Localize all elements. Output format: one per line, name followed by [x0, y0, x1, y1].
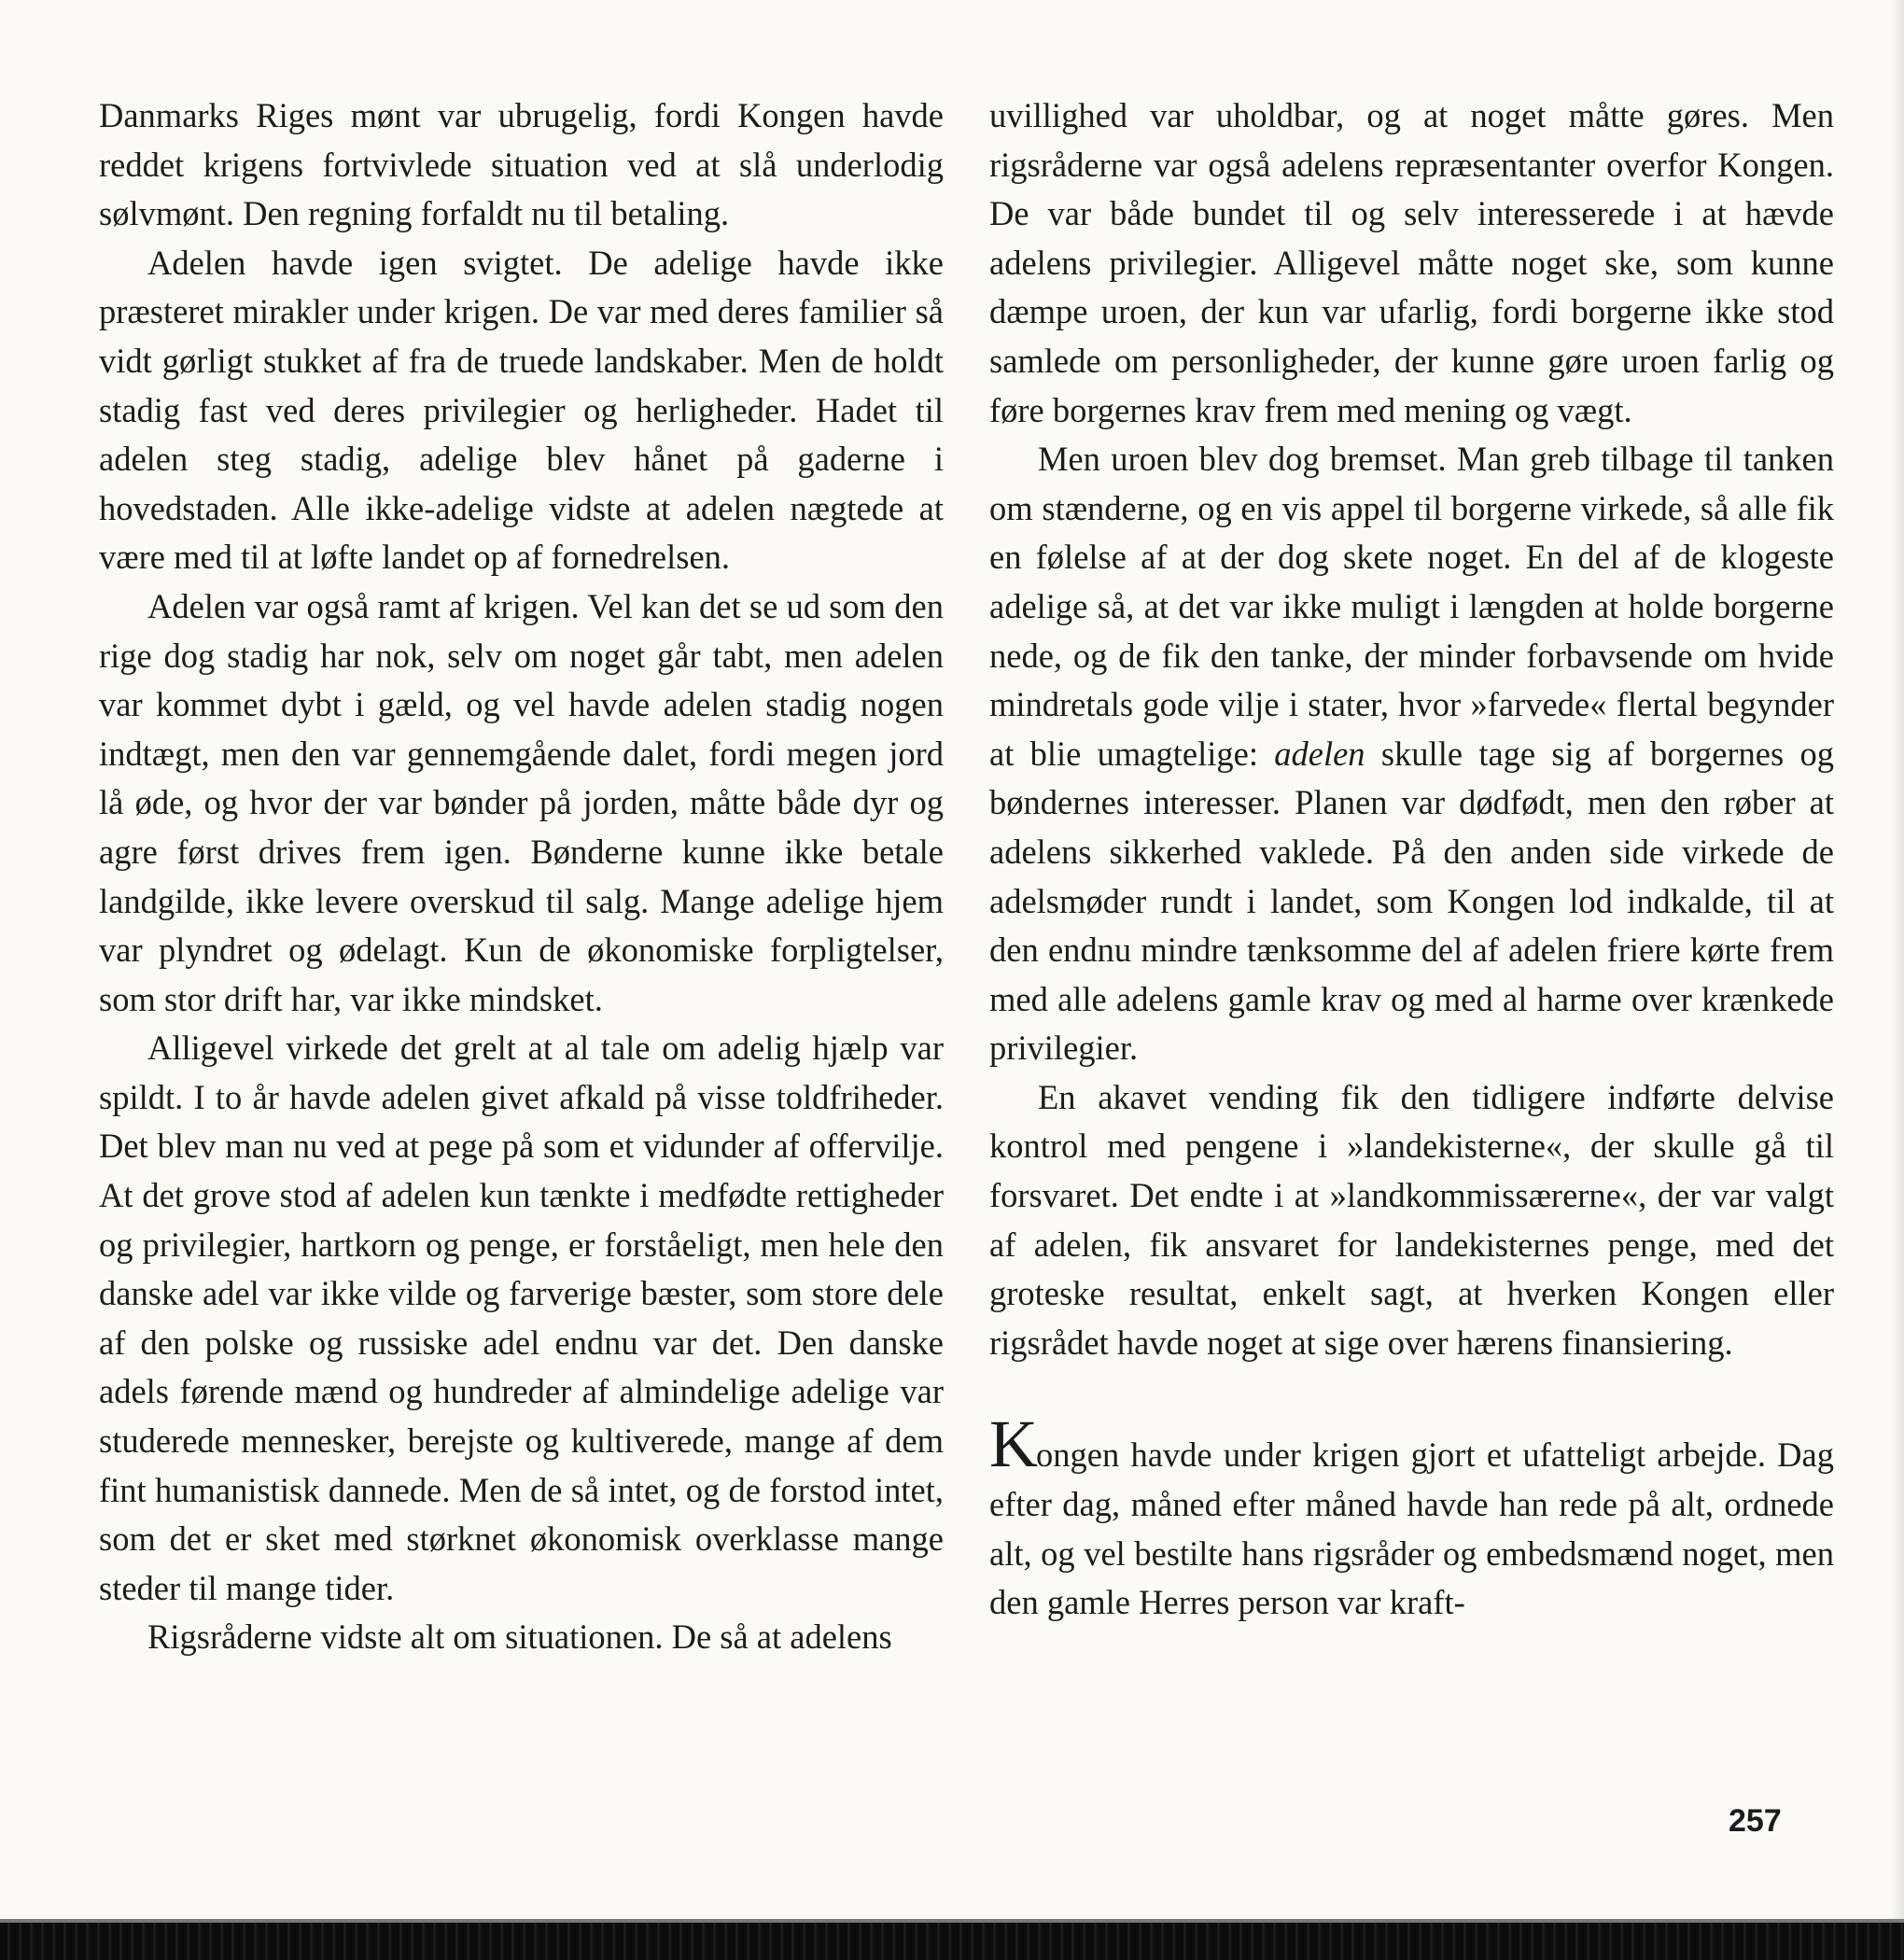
paragraph-text: Men uroen blev dog bremset. Man greb tilbage til tanken om stænderne, og en vis appel til borgerne virkede, så alle fik en følelse af at der dog skete noget. En del af de klogeste adelige så, at det var ikke muligt i længden at holde borgerne nede, og de fik den tanke, der minder forbavsende om hvide mindretals gode vilje i stater, hvor »farvede« flertal begynder at blie umagtelige: — [989, 440, 1834, 773]
paragraph: En akavet vending fik den tidligere indførte delvise kontrol med pengene i »landekisterne«, der skulle gå til forsvaret. Det endte i at »landkommissærerne«, der var valgt af adelen, fik ansvaret for landekisternes penge, med det groteske resultat, enkelt sagt, at hverken Kongen eller rigsrådet havde noget at sige over hærens finansiering. — [989, 1077, 1834, 1362]
page-edge-shadow — [1891, 0, 1904, 1923]
italic-word: adelen — [1274, 734, 1365, 773]
paragraph: uvillighed var uholdbar, og at noget måtte gøres. Men rigsråderne var også adelens repræsentanter overfor Kongen. De var både bundet til og selv interesserede i at hævde adelens privilegier. Alligevel måtte noget ske, som kunne dæmpe uroen, der kun var ufarlig, fordi borgerne ikke stod samlede om personligheder, der kunne gøre uroen farlig og føre borgernes krav frem med mening og vægt. — [989, 96, 1834, 429]
paragraph-text: skulle tage sig af borgernes og bøndernes interesser. Planen var dødfødt, men den røber at adelens sikkerhed vaklede. På den anden side virkede de adelsmøder rundt i landet, som Kongen lod indkalde, til at den endnu mindre tænksomme del af adelen friere kørte frem med alle adelens gamle krav og med al harme over krænkede privilegier. — [989, 734, 1834, 1068]
drop-cap: K — [989, 1407, 1036, 1482]
paragraph — [989, 435, 1834, 1073]
page-number: 257 — [1729, 1803, 1782, 1839]
scanner-bottom-band — [0, 1923, 1904, 1960]
left-text-column — [99, 91, 944, 1662]
right-text-column — [989, 91, 1834, 1628]
paragraph: Adelen havde igen svigtet. De adelige havde ikke præsteret mirakler under krigen. De var med deres familier så vidt gørligt stukket af fra de truede landskaber. Men de holdt stadig fast ved deres privilegier og herligheder. Hadet til adelen steg stadig, adelige blev hånet på gaderne i hovedstaden. Alle ikke-adelige vidste at adelen nægtede at være med til at løfte landet op af fornedrelsen. — [99, 243, 944, 577]
paragraph-text: ongen havde under krigen gjort et ufatteligt arbejde. Dag efter dag, måned efter måned havde han rede på alt, ordnede alt, og vel bestilte hans rigsråder og embedsmænd noget, men den gamle Herres person var kraft- — [989, 1435, 1834, 1622]
section-paragraph — [989, 1407, 1834, 1627]
paragraph: Rigsråderne vidste alt om situationen. De så at adelens — [147, 1617, 892, 1657]
paragraph: Adelen var også ramt af krigen. Vel kan det se ud som den rige dog stadig har nok, selv om noget går tabt, men adelen var kommet dybt i gæld, og vel havde adelen stadig nogen indtægt, men den var gennemgående dalet, fordi megen jord lå øde, og hvor der var bønder på jorden, måtte både dyr og agre først drives frem igen. Bønderne kunne ikke betale landgilde, ikke levere overskud til salg. Mange adelige hjem var plyndret og ødelagt. Kun de økonomiske forpligtelser, som stor drift har, var ikke mindsket. — [99, 586, 944, 1018]
paragraph: Danmarks Riges mønt var ubrugelig, fordi Kongen havde reddet krigens fortvivlede situation ved at slå underlodig sølvmønt. Den regning forfaldt nu til betaling. — [99, 96, 944, 233]
paragraph: Alligevel virkede det grelt at al tale om adelig hjælp var spildt. I to år havde adelen givet afkald på visse toldfriheder. Det blev man nu ved at pege på som et vidunder af offervilje. At det grove stod af adelen kun tænkte i medfødte rettigheder og privilegier, hartkorn og penge, er forståeligt, men hele den danske adel var ikke vilde og farverige bæster, som store dele af den polske og russiske adel endnu var det. Den danske adels førende mænd og hundreder af almindelige adelige var studerede mennesker, berejste og kultiverede, mange af dem fint humanistisk dannede. Men de så intet, og de forstod intet, som det er sket med størknet økonomisk overklasse mange steder til mange tider. — [99, 1029, 944, 1607]
